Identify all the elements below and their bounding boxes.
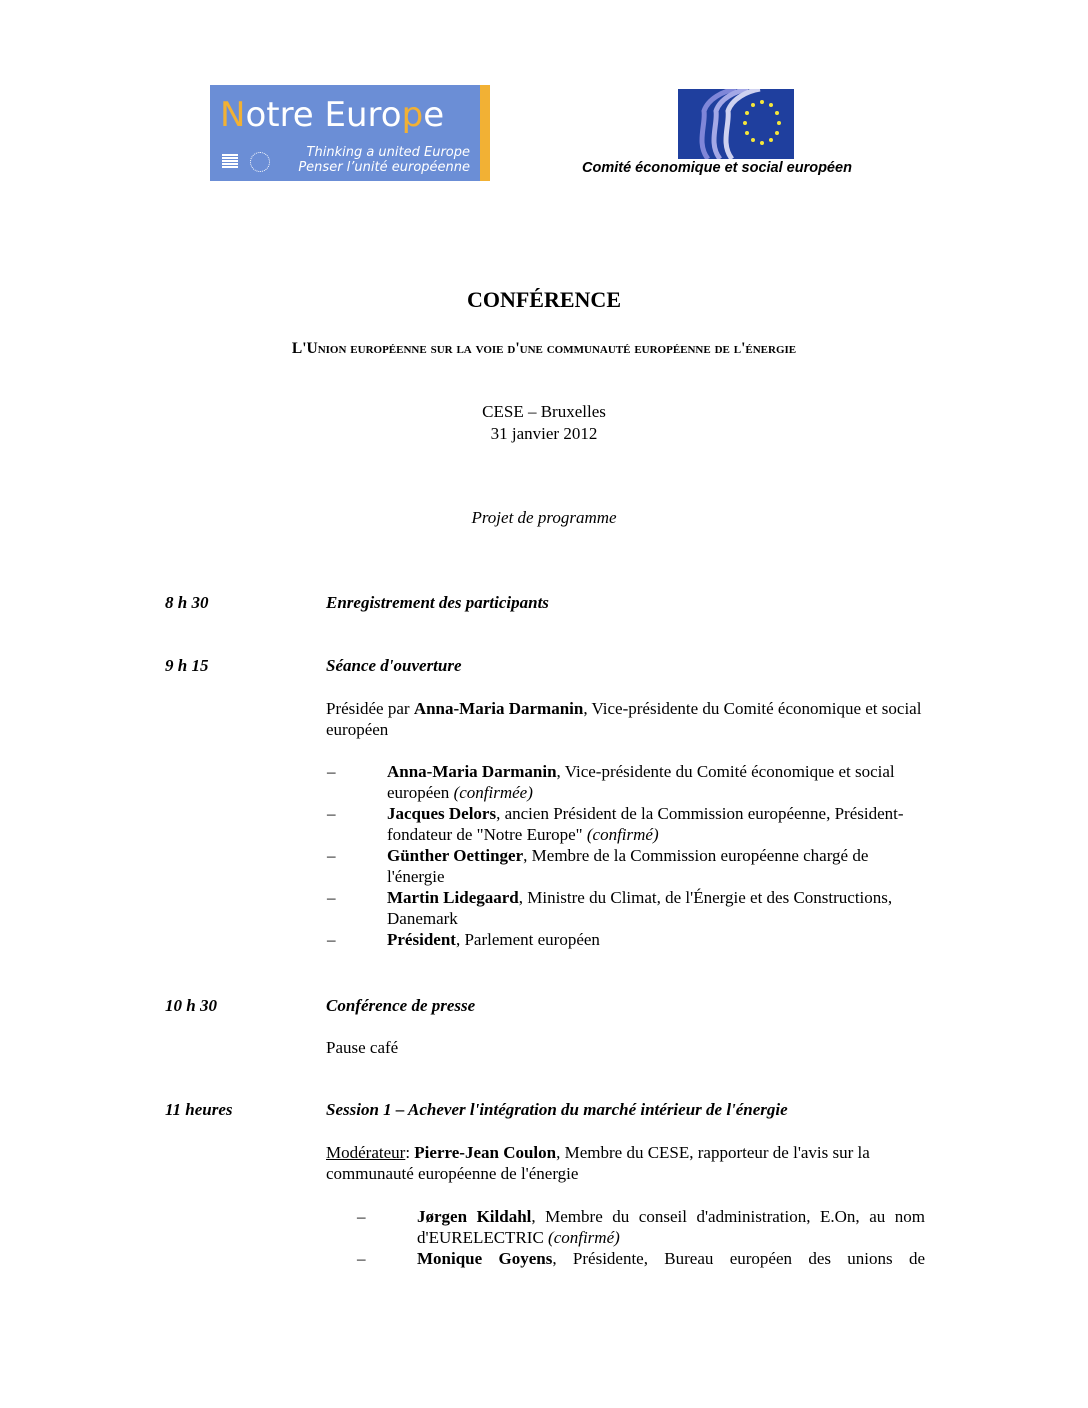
list-item: – Günther Oettinger, Membre de la Commission européenne chargé de l'énergie <box>327 846 869 886</box>
speaker-list <box>327 761 917 950</box>
conference-subtitle: L'Union européenne sur la voie d'une communauté européenne de l'énergie <box>291 340 797 357</box>
session-title: Enregistrement des participants <box>326 593 549 612</box>
time-slot: 10 h 30 <box>165 996 217 1015</box>
list-item: – Président, Parlement européen <box>327 930 600 949</box>
time-slot: 11 heures <box>165 1100 233 1119</box>
list-item: – Anna-Maria Darmanin, Vice-présidente du Comité économique et social européen (confirmée) <box>327 762 895 802</box>
cese-logo-flag <box>678 89 794 159</box>
time-slot: 9 h 15 <box>165 656 209 675</box>
session-title: Séance d'ouverture <box>326 656 462 675</box>
document-lines-icon <box>222 154 238 169</box>
list-item: – Jørgen Kildahl, Membre du conseil d'administration, E.On, au nom d'EURELECTRIC (confirmé) <box>357 1207 925 1247</box>
session-note: Pause café <box>326 1038 399 1057</box>
notre-europe-wordmark: Notre Europe <box>220 95 445 135</box>
list-item: – Martin Lidegaard, Ministre du Climat, de l'Énergie et des Constructions, Danemark <box>327 888 893 928</box>
list-item: – Jacques Delors, ancien Président de la Commission européenne, Président-fondateur de "Notre Europe" (confirmé) <box>327 804 904 844</box>
draft-label: Projet de programme <box>471 508 617 527</box>
venue-block <box>0 401 1088 445</box>
logo-accent-bar <box>480 85 490 181</box>
list-item: – Monique Goyens, Présidente, Bureau européen des unions de <box>357 1249 925 1268</box>
venue-date: 31 janvier 2012 <box>490 424 598 443</box>
session-moderator: Modérateur: Pierre-Jean Coulon, Membre du CESE, rapporteur de l'avis sur la communauté européenne de l'énergie <box>326 1143 870 1183</box>
moderator-name: Pierre-Jean Coulon <box>414 1143 557 1162</box>
page-title: CONFÉRENCE <box>466 287 621 312</box>
notre-europe-tagline: Thinking a united Europe Penser l’unité européenne <box>298 145 470 175</box>
venue-location: CESE – Bruxelles <box>482 402 606 421</box>
eu-stars-icon <box>743 100 781 145</box>
eu-stars-circle-icon <box>250 152 270 172</box>
cese-emblem-icon <box>678 89 794 159</box>
time-slot: 8 h 30 <box>165 593 209 612</box>
speaker-list <box>357 1206 925 1269</box>
session-title: Session 1 – Achever l'intégration du marché intérieur de l'énergie <box>326 1100 788 1119</box>
session-title: Conférence de presse <box>326 996 476 1015</box>
cese-caption: Comité économique et social européen <box>582 160 852 176</box>
notre-europe-logo <box>210 85 490 181</box>
chair-name: Anna-Maria Darmanin <box>413 699 584 718</box>
session-chair: Présidée par Anna-Maria Darmanin, Vice-présidente du Comité économique et social européen <box>326 699 922 739</box>
